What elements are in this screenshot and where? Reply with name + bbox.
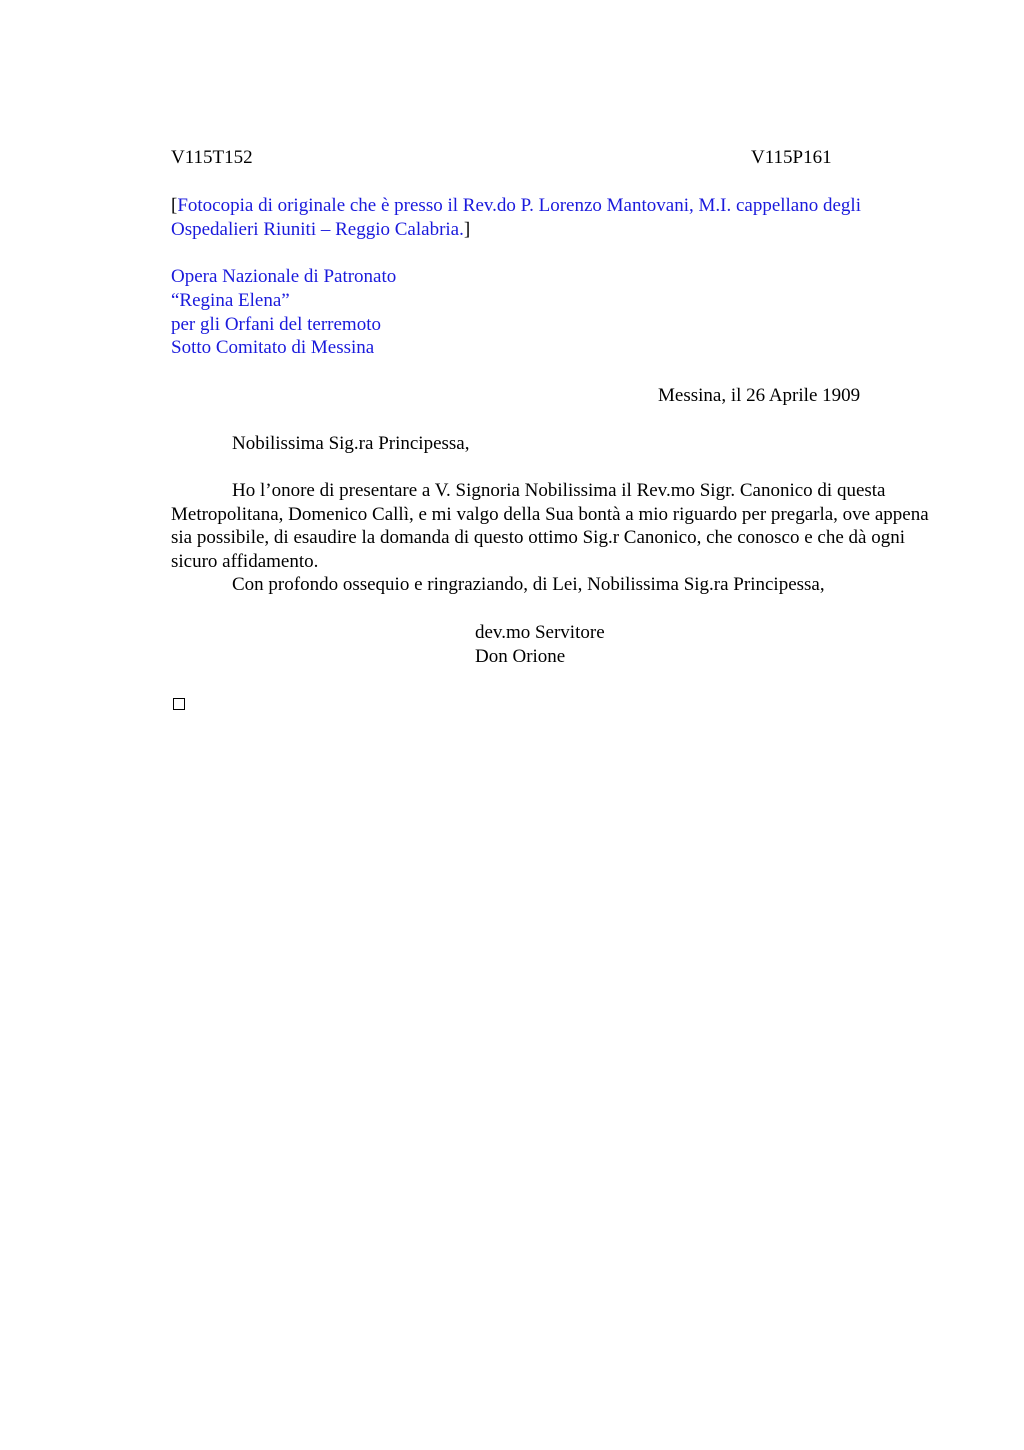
salutation: Nobilissima Sig.ra Principessa, xyxy=(232,433,470,454)
letterhead-line-3: per gli Orfani del terremoto xyxy=(171,314,381,335)
open-bracket: [ xyxy=(171,195,178,216)
close-bracket: ] xyxy=(463,219,471,240)
body-paragraph-1: Ho l’onore di presentare a V. Signoria Nobilissima il Rev.mo Sigr. Canonico di questa Metropolitana, Domenico Callì, e mi valgo della Sua bontà a mio riguardo per pregarla, ove appena sia possibile, di esaudire la domanda di questo ottimo Sig.r Canonico, che conosco e che dà ogni sicuro affidamento. xyxy=(171,480,929,572)
archive-note-line-1 xyxy=(171,194,861,218)
empty-square-icon xyxy=(173,698,185,710)
archive-note-text-1: Fotocopia di originale che è presso il Rev.do P. Lorenzo Mantovani, M.I. cappellano degli xyxy=(177,195,861,216)
letterhead-line-1: Opera Nazionale di Patronato xyxy=(171,266,397,287)
letter-date: Messina, il 26 Aprile 1909 xyxy=(658,385,861,406)
letterhead-line-4: Sotto Comitato di Messina xyxy=(171,337,375,358)
letter-body xyxy=(171,479,931,597)
signature-closing: dev.mo Servitore xyxy=(475,622,605,643)
archive-note-line-2 xyxy=(171,218,470,242)
letterhead-line-2: “Regina Elena” xyxy=(171,290,290,311)
signature-name: Don Orione xyxy=(475,646,566,667)
body-paragraph-2: Con profondo ossequio e ringraziando, di Lei, Nobilissima Sig.ra Principessa, xyxy=(232,574,825,596)
header-left-code: V115T152 xyxy=(171,147,253,168)
archive-note-text-2: Ospedalieri Riuniti – Reggio Calabria. xyxy=(171,219,464,240)
header-right-code: V115P161 xyxy=(751,147,832,168)
